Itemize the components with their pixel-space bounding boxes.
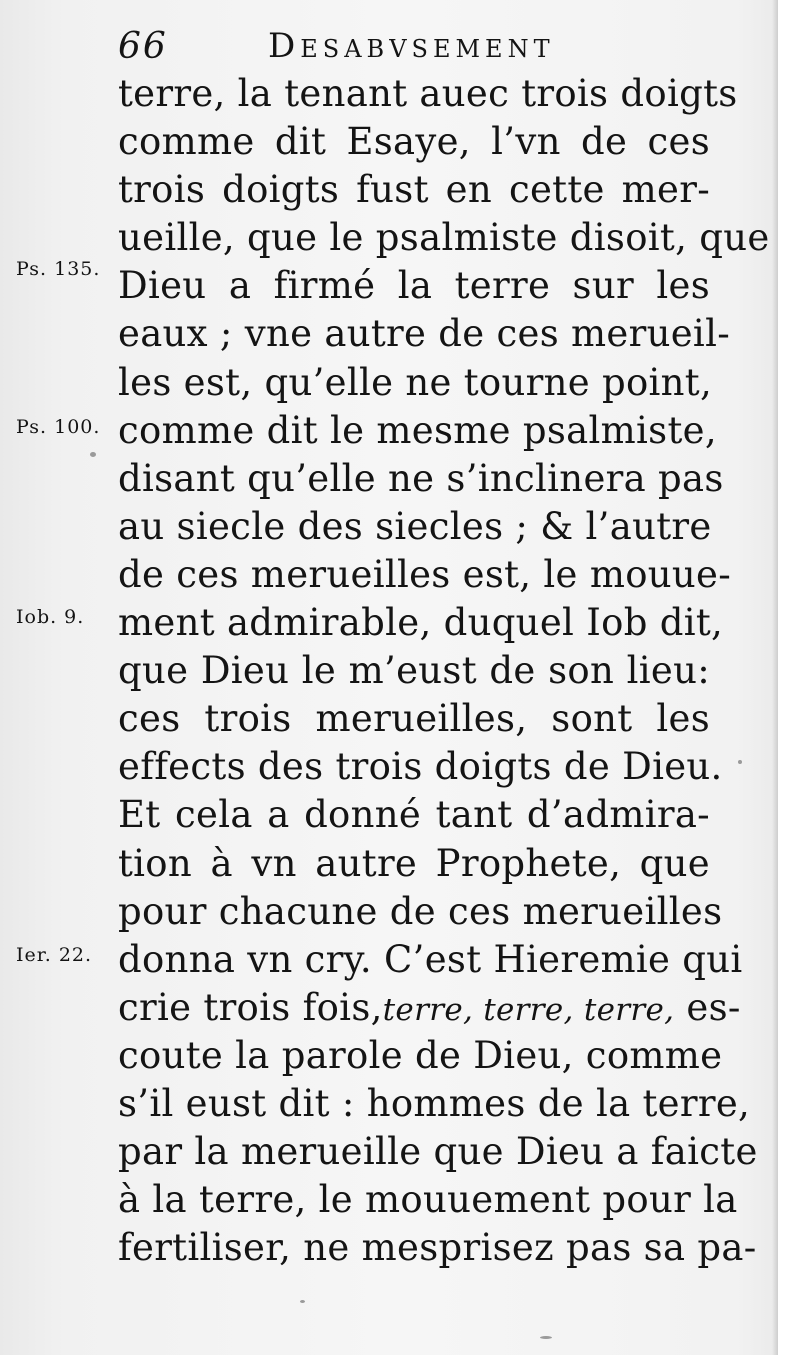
text-line-14: ces trois merueilles, sont les	[118, 697, 710, 741]
text-line-25: fertiliser, ne mesprisez pas sa pa-	[118, 1226, 757, 1270]
text-line-22: s’il eust dit : hommes de la terre,	[118, 1081, 751, 1125]
text-line-1: terre, la tenant auec trois doigts	[118, 72, 738, 115]
text-line-5: Dieu a firmé la terre sur les	[118, 264, 710, 308]
text-line-12: ment admirable, duquel Iob dit,	[118, 601, 724, 645]
text-line-7: les est, qu’elle ne tourne point,	[118, 360, 713, 404]
text-line-15: effects des trois doigts de Dieu.	[118, 745, 723, 789]
text-line-17: tion à vn autre Prophete, que	[118, 841, 710, 885]
margin-note-ps100: Ps. 100.	[16, 416, 101, 438]
margin-note-iob9: Iob. 9.	[16, 606, 85, 628]
text-line-2: comme dit Esaye, l’vn de ces	[118, 120, 710, 164]
text-line-20	[118, 984, 741, 1032]
text-line-3: trois doigts fust en cette mer-	[118, 168, 710, 212]
text-line-18: pour chacune de ces merueilles	[118, 889, 723, 933]
text-line-24: à la terre, le mouuement pour la	[118, 1178, 738, 1222]
running-title: Desabvsement	[268, 26, 555, 66]
text-line-11: de ces merueilles est, le mouue-	[118, 552, 732, 596]
line-20-trail: es-	[674, 985, 741, 1029]
margin-note-ps135: Ps. 135.	[16, 258, 101, 280]
text-line-16: Et cela a donné tant d’admira-	[118, 793, 710, 837]
text-line-10: au siecle des siecles ; & l’autre	[118, 504, 712, 548]
text-line-23: par la merueille que Dieu a faicte	[118, 1130, 758, 1174]
margin-note-ier22: Ier. 22.	[16, 944, 93, 966]
page-number: 66	[118, 26, 168, 67]
body-text	[118, 70, 770, 1272]
page-header	[118, 18, 578, 78]
text-line-6: eaux ; vne autre de ces merueil-	[118, 312, 731, 356]
text-line-8: comme dit le mesme psalmiste,	[118, 408, 717, 452]
text-line-19: donna vn cry. C’est Hieremie qui	[118, 937, 743, 981]
text-line-13: que Dieu le m’eust de son lieu:	[118, 649, 710, 693]
text-line-9: disant qu’elle ne s’inclinera pas	[118, 456, 724, 500]
page-edge	[778, 0, 800, 1355]
line-20-italic: terre, terre, terre,	[382, 991, 675, 1028]
text-line-4: ueille, que le psalmiste disoit, que	[118, 216, 770, 260]
line-20-lead: crie trois fois,	[118, 985, 383, 1029]
text-line-21: coute la parole de Dieu, comme	[118, 1033, 723, 1077]
